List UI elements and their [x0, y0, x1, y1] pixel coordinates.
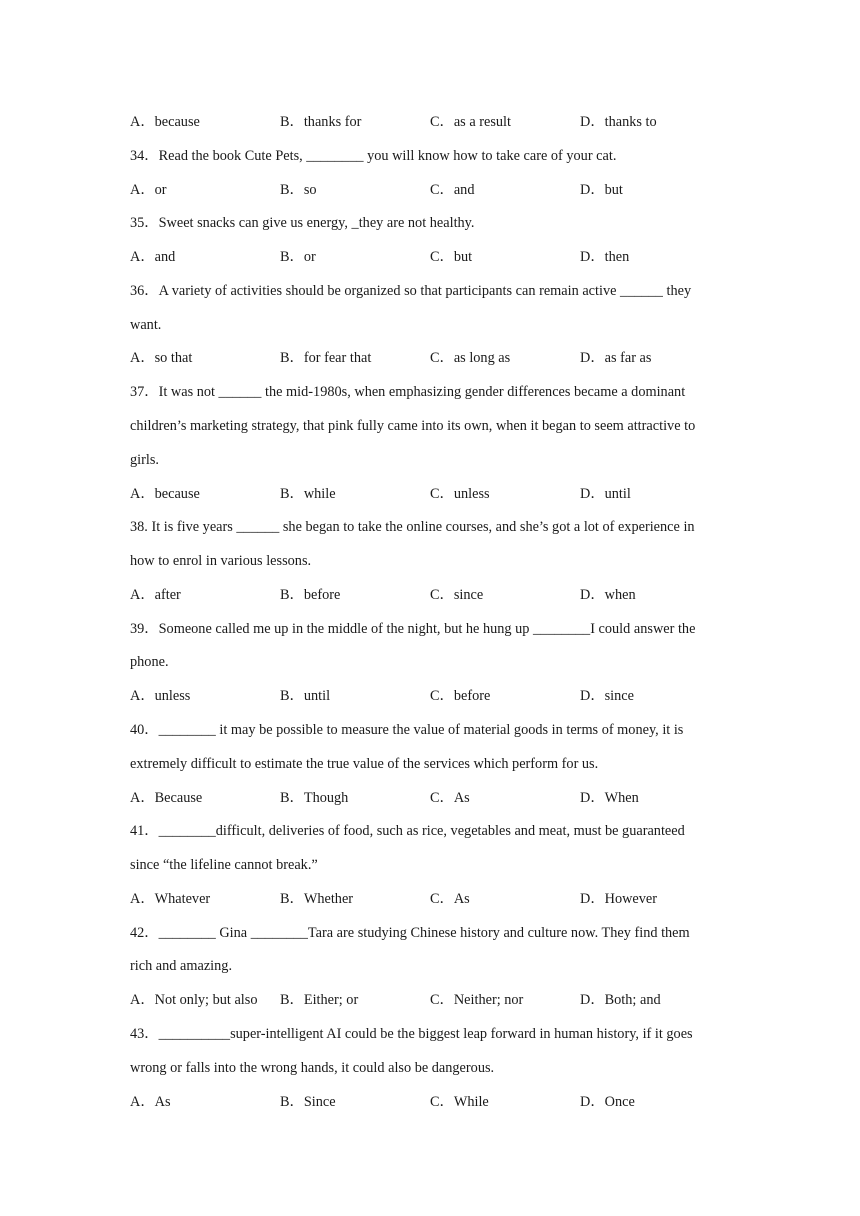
option-d: D．Both; and	[580, 992, 661, 1008]
option-b: B．for fear that	[280, 350, 372, 366]
option-d: D．However	[580, 891, 658, 907]
option-c: C．as a result	[430, 114, 511, 130]
question-34: 34．Read the book Cute Pets, ________ you will know how to take care of your cat.	[130, 148, 617, 164]
option-d: D．when	[580, 587, 636, 603]
question-43-line-1: 43．__________super-intelligent AI could be the biggest leap forward in human history, if it goes	[130, 1026, 693, 1042]
option-c: C．before	[430, 688, 491, 704]
option-b: B．while	[280, 486, 336, 502]
option-c: C．and	[430, 182, 475, 198]
option-d: D．thanks to	[580, 114, 657, 130]
option-b: B．before	[280, 587, 341, 603]
option-d: D．then	[580, 249, 630, 265]
question-36-line-2: want.	[130, 317, 162, 333]
option-a: A．and	[130, 249, 176, 265]
option-b: B．until	[280, 688, 331, 704]
question-39-line-2: phone.	[130, 654, 169, 670]
option-b: B．thanks for	[280, 114, 362, 130]
option-d: D．but	[580, 182, 623, 198]
question-35: 35．Sweet snacks can give us energy, _they are not healthy.	[130, 215, 475, 231]
option-c: C．As	[430, 891, 470, 907]
question-37-line-2: children’s marketing strategy, that pink fully came into its own, when it began to seem attractive to	[130, 418, 696, 434]
question-37-line-3: girls.	[130, 452, 159, 468]
option-a: A．because	[130, 486, 200, 502]
question-37-line-1: 37．It was not ______ the mid-1980s, when emphasizing gender differences became a dominant	[130, 384, 686, 400]
option-b: B．Since	[280, 1094, 336, 1110]
option-b: B．Either; or	[280, 992, 359, 1008]
option-d: D．as far as	[580, 350, 652, 366]
option-a: A．or	[130, 182, 167, 198]
question-41-line-1: 41．________difficult, deliveries of food, such as rice, vegetables and meat, must be guaranteed	[130, 823, 685, 839]
question-40-line-2: extremely difficult to estimate the true value of the services which perform for us.	[130, 756, 599, 772]
option-a: A．Because	[130, 790, 203, 806]
question-38-line-1: 38. It is five years ______ she began to take the online courses, and she’s got a lot of experience in	[130, 519, 695, 535]
question-39-line-1: 39．Someone called me up in the middle of the night, but he hung up ________I could answer the	[130, 621, 696, 637]
option-a: A．unless	[130, 688, 191, 704]
question-42-line-2: rich and amazing.	[130, 958, 233, 974]
option-d: D．When	[580, 790, 639, 806]
option-a: A．because	[130, 114, 200, 130]
option-c: C．While	[430, 1094, 489, 1110]
question-40-line-1: 40．________ it may be possible to measure the value of material goods in terms of money, it is	[130, 722, 684, 738]
option-b: B．Though	[280, 790, 349, 806]
option-a: A．Not only; but also	[130, 992, 258, 1008]
option-a: A．after	[130, 587, 181, 603]
option-c: C．As	[430, 790, 470, 806]
option-d: D．since	[580, 688, 634, 704]
option-c: C．since	[430, 587, 484, 603]
question-42-line-1: 42．________ Gina ________Tara are studying Chinese history and culture now. They find them	[130, 925, 690, 941]
option-a: A．so that	[130, 350, 193, 366]
option-d: D．Once	[580, 1094, 635, 1110]
question-41-line-2: since “the lifeline cannot break.”	[130, 857, 318, 873]
option-c: C．Neither; nor	[430, 992, 524, 1008]
option-a: A．Whatever	[130, 891, 211, 907]
option-b: B．or	[280, 249, 316, 265]
question-36-line-1: 36．A variety of activities should be organized so that participants can remain active ______ they	[130, 283, 692, 299]
question-43-line-2: wrong or falls into the wrong hands, it could also be dangerous.	[130, 1060, 495, 1076]
option-c: C．as long as	[430, 350, 511, 366]
option-b: B．Whether	[280, 891, 354, 907]
option-d: D．until	[580, 486, 631, 502]
question-38-line-2: how to enrol in various lessons.	[130, 553, 312, 569]
option-b: B．so	[280, 182, 317, 198]
option-a: A．As	[130, 1094, 171, 1110]
option-c: C．unless	[430, 486, 490, 502]
option-c: C．but	[430, 249, 473, 265]
